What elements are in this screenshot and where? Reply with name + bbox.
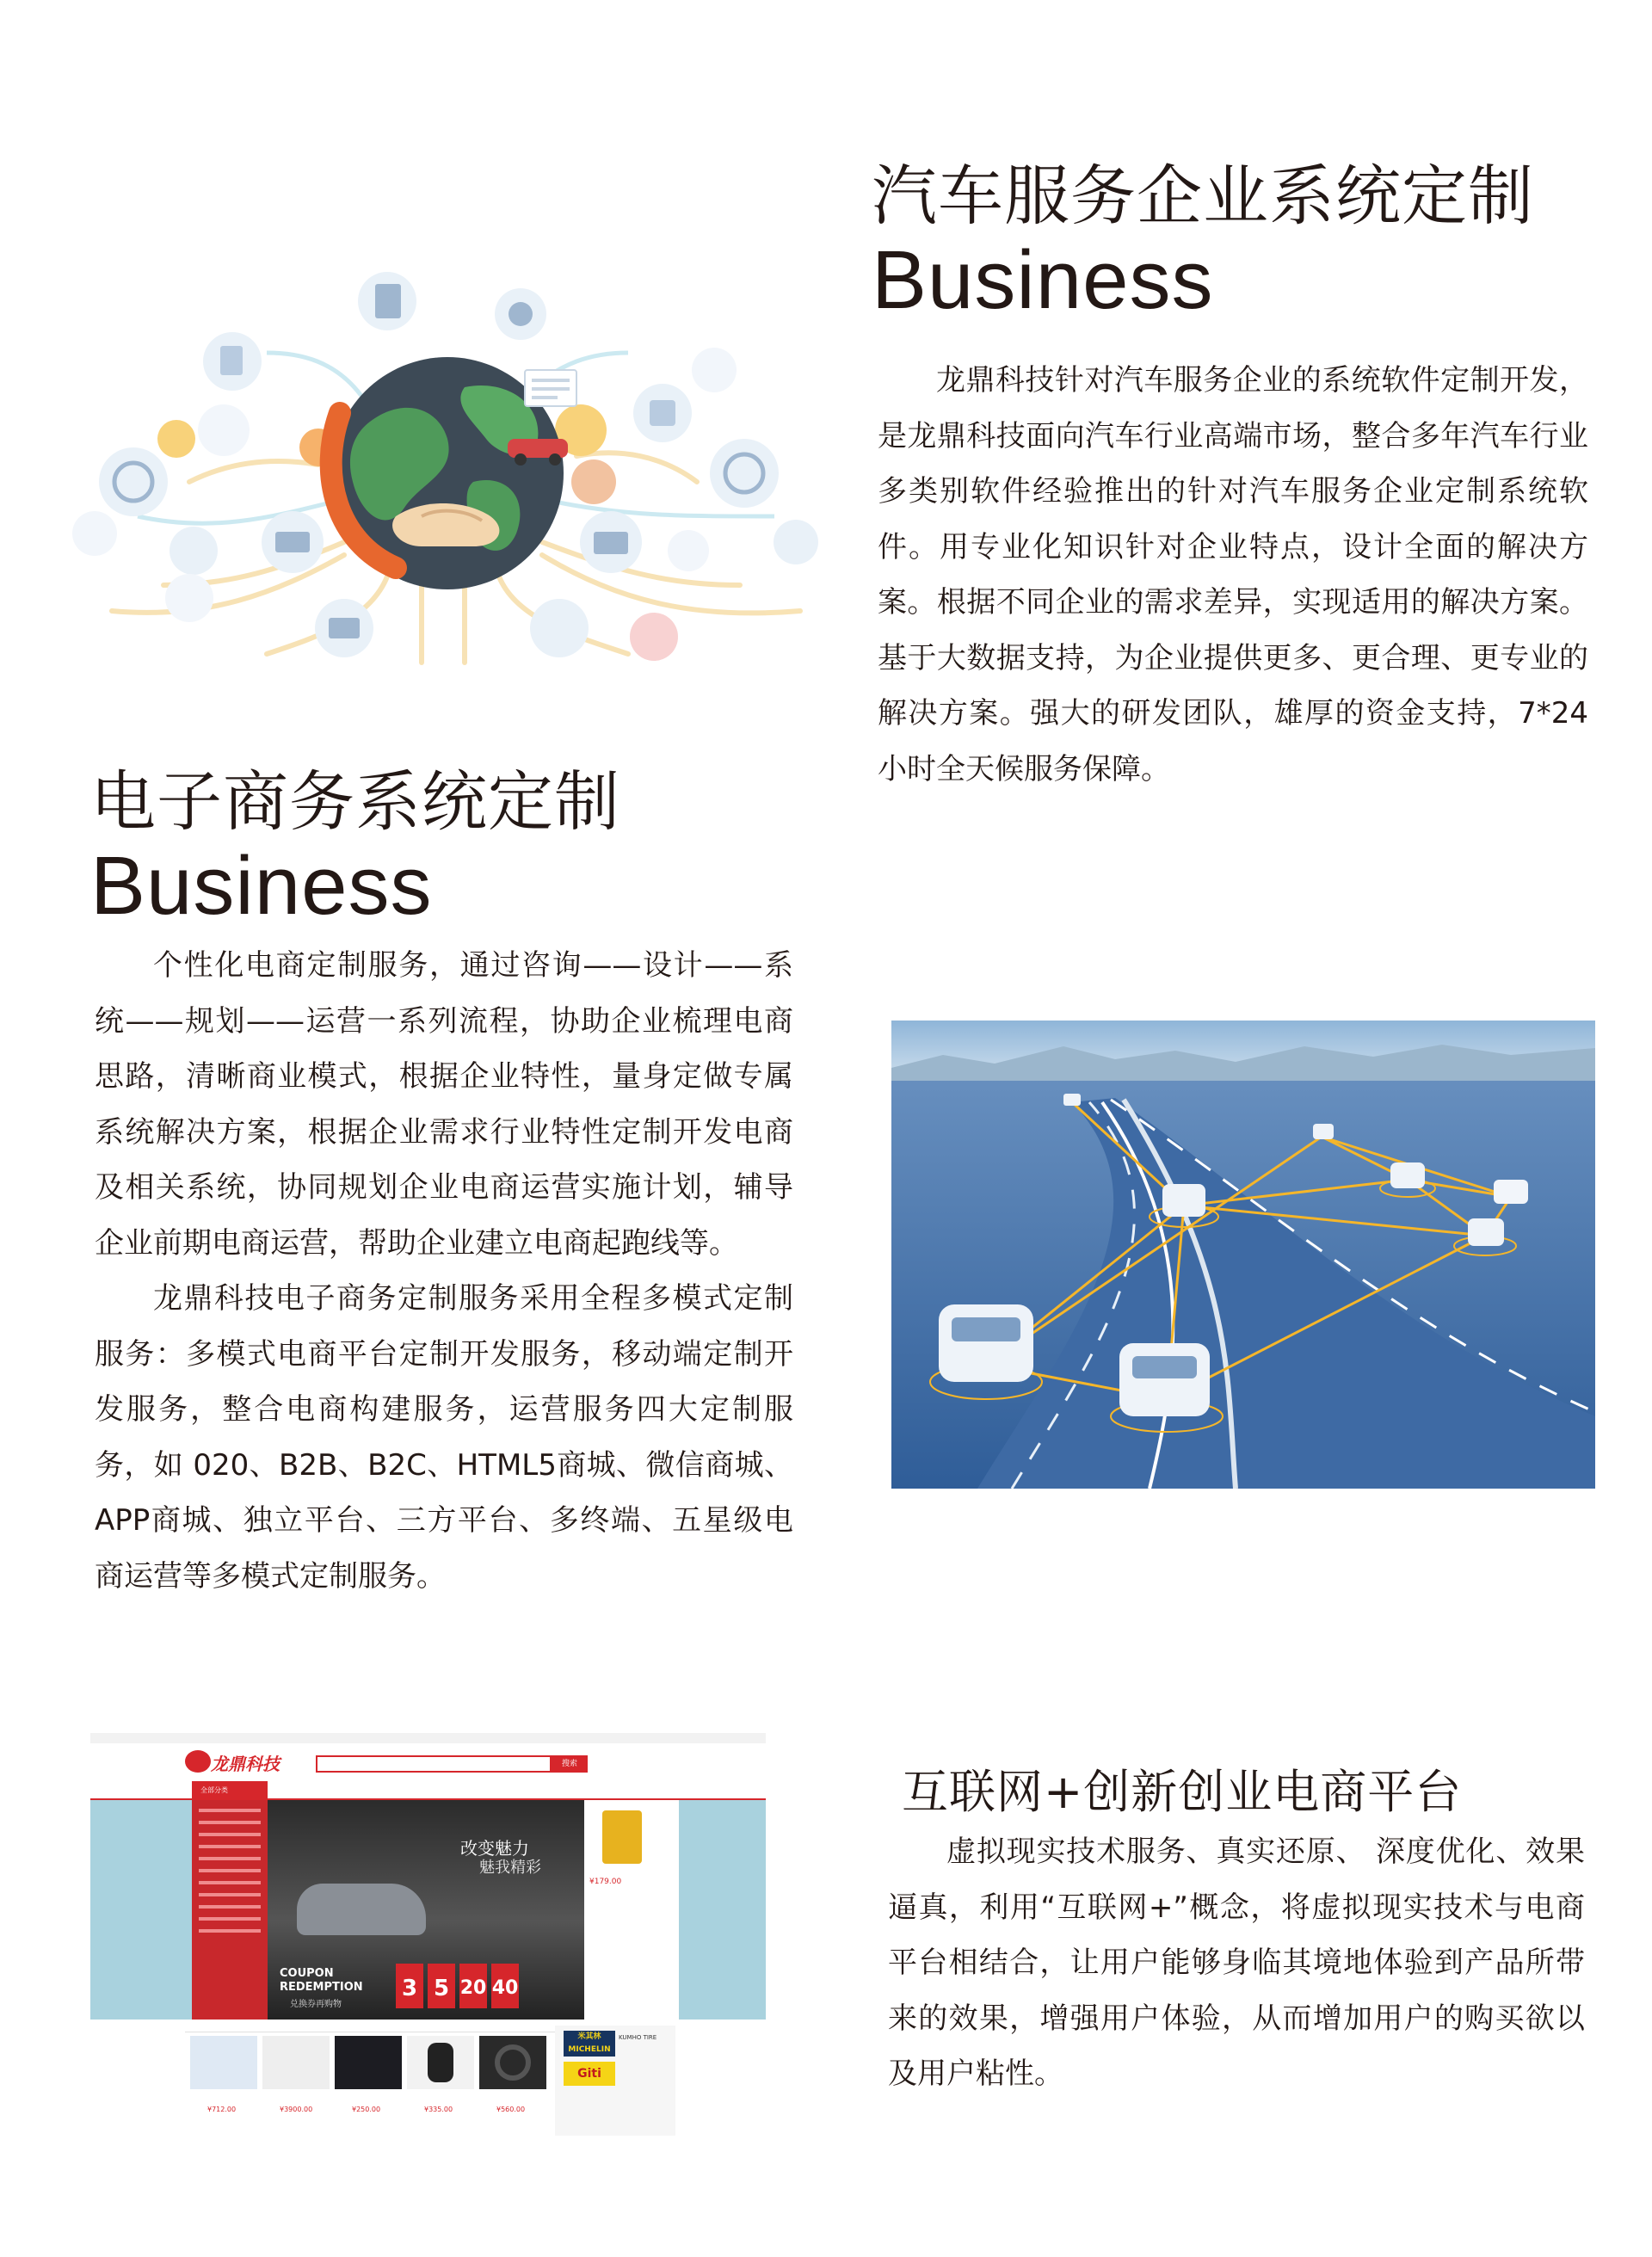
section3-paragraph-text: 虚拟现实技术服务、真实还原、 深度优化、效果逼真，利用“互联网+”概念，将虚拟现实技术与电商平台相结合，让用户能够身临其境地体验到产品所带来的效果，增强用户体验，从而增加用户的购买欲以及用户粘性。 — [888, 1835, 1585, 2091]
product-image-2[interactable] — [262, 2036, 330, 2089]
product-image-4[interactable] — [407, 2036, 474, 2089]
category-sidebar[interactable] — [192, 1800, 268, 2020]
product-price-5: ¥560.00 — [496, 2106, 526, 2113]
section1-paragraph — [878, 353, 1588, 797]
coupon-subtitle: 兑换券再购物 — [290, 2000, 342, 2009]
section2-paragraphs — [95, 938, 793, 1604]
logo-text: 龙鼎科技 — [211, 1754, 280, 1774]
product-price-2: ¥3900.00 — [280, 2106, 313, 2113]
section1-paragraph-text: 龙鼎科技针对汽车服务企业的系统软件定制开发，是龙鼎科技面向汽车行业高端市场，整合多年汽车行业多类别软件经验推出的针对汽车服务企业定制系统软件。用专业化知识针对企业特点，设计全面的解决方案。根据不同企业的需求差异，实现适用的解决方案。基于大数据支持，为企业提供更多、更合理、更专业的解决方案。强大的研发团队，雄厚的资金支持，7*24小时全天候服务保障。 — [878, 363, 1588, 786]
michelin-cn: 米其林 — [577, 2032, 601, 2041]
michelin-en: MICHELIN — [568, 2045, 611, 2054]
section3-title-cn: 互联网+创新创业电商平台 — [902, 1765, 1463, 1819]
coupon-value-2[interactable]: 5 — [428, 1964, 455, 2008]
banner-heading: 改变魅力 — [460, 1838, 529, 1859]
section2-paragraph-2: 龙鼎科技电子商务定制服务采用全程多模式定制服务：多模式电商平台定制开发服务，移动端定制开发服务，整合电商构建服务，运营服务四大定制服务，如 020、B2B、B2C、HTML5商城、微信商城、APP商城、独立平台、三方平台、多终端、五星级电商运营等多模式定制服务。 — [95, 1281, 793, 1594]
section3-paragraph — [888, 1824, 1585, 2102]
promo-price: ¥179.00 — [589, 1878, 622, 1886]
michelin-badge — [564, 2031, 615, 2057]
search-button[interactable]: 搜索 — [552, 1755, 588, 1773]
section2-title-cn: 电子商务系统定制 — [90, 763, 620, 840]
product-image-5[interactable] — [479, 2036, 546, 2089]
product-image-3[interactable] — [335, 2036, 402, 2089]
top-strip — [90, 1733, 766, 1743]
product-price-1: ¥712.00 — [207, 2106, 237, 2113]
globe-business-illustration — [60, 258, 826, 671]
oil-bottle-icon — [602, 1810, 642, 1864]
kumho-label: KUMHO TIRE — [619, 2034, 657, 2041]
banner-car-icon — [297, 1884, 426, 1935]
product-image-1[interactable] — [190, 2036, 257, 2089]
section1-title-cn: 汽车服务企业系统定制 — [872, 157, 1534, 234]
coupon-value-4[interactable]: 40 — [491, 1964, 519, 2008]
document-icon — [525, 370, 576, 406]
banner-subheading: 魅我精彩 — [479, 1859, 541, 1877]
coupon-value-3[interactable]: 20 — [459, 1964, 487, 2008]
logo-icon — [185, 1750, 211, 1773]
coupon-value-1[interactable]: 3 — [396, 1964, 423, 2008]
product-price-3: ¥250.00 — [352, 2106, 381, 2113]
section2-paragraph-1: 个性化电商定制服务，通过咨询——设计——系统——规划——运营一系列流程，协助企业梳理电商思路，清晰商业模式，根据企业特性，量身定做专属系统解决方案，根据企业需求行业特性定制开发电商及相关系统，协同规划企业电商运营实施计划，辅导企业前期电商运营，帮助企业建立电商起跑线等。 — [95, 948, 793, 1261]
section1-title-en: Business — [872, 234, 1214, 326]
search-input[interactable] — [316, 1755, 552, 1773]
category-menu-header[interactable]: 全部分类 — [192, 1781, 268, 1800]
coupon-title-1: COUPON — [280, 1967, 334, 1980]
section2-title-en: Business — [90, 840, 433, 932]
product-price-4: ¥335.00 — [424, 2106, 453, 2113]
coupon-title-2: REDEMPTION — [280, 1981, 363, 1994]
giti-badge: Giti — [564, 2062, 615, 2086]
highway-connected-cars-photo — [891, 1021, 1595, 1489]
ecommerce-site-screenshot — [90, 1733, 766, 2142]
